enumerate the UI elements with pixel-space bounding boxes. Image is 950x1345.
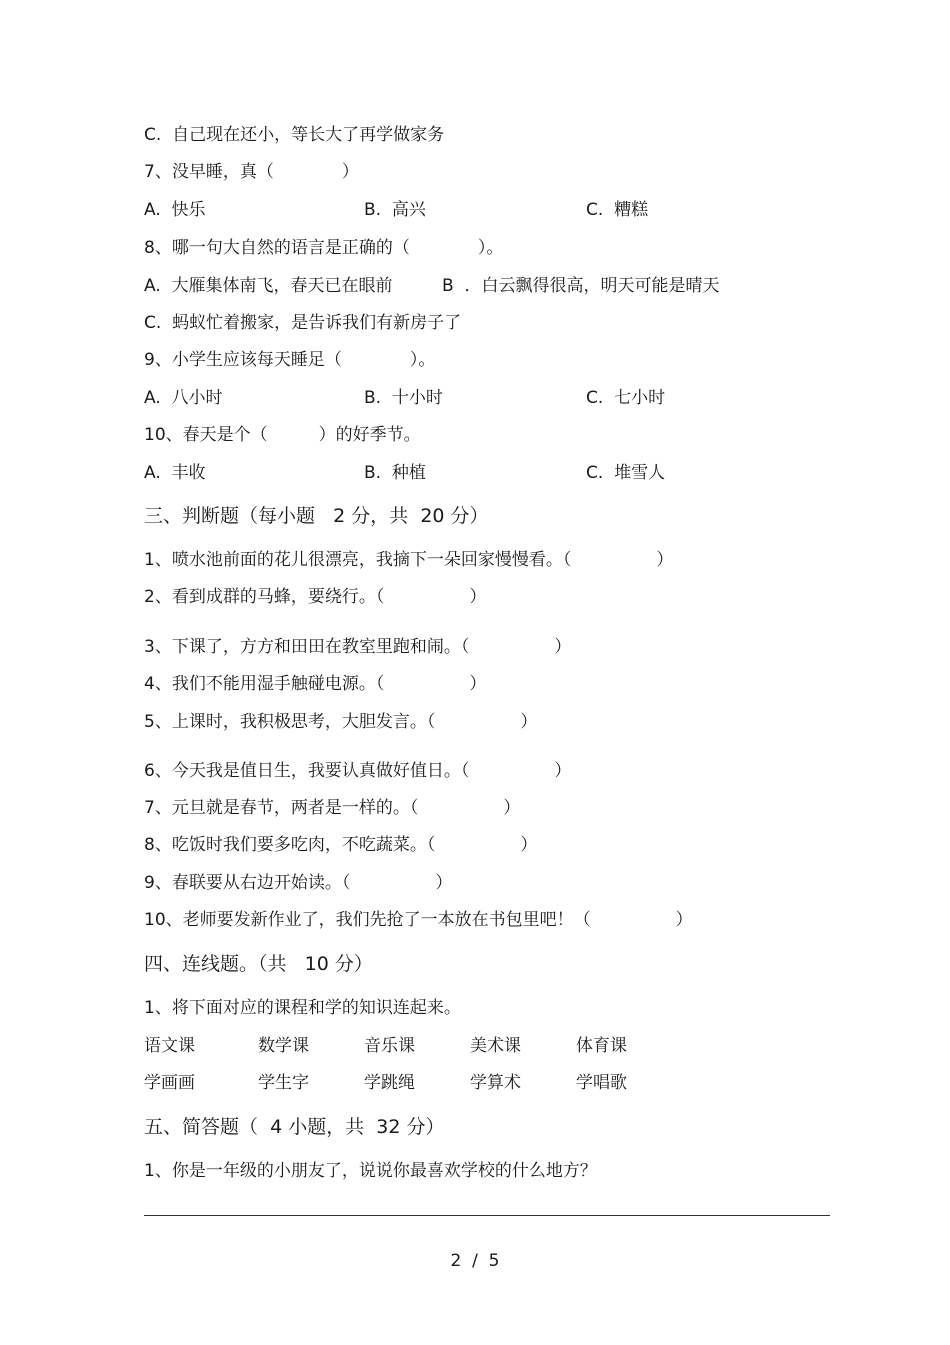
section4-title: 四、连线题。（共 10 分） (144, 953, 373, 975)
judge-item: 1、喷水池前面的花儿很漂亮，我摘下一朵回家慢慢看。（ ） (144, 550, 674, 570)
answer-line (144, 1215, 830, 1216)
q8-option-c: C. 蚂蚁忙着搬家，是告诉我们有新房子了 (144, 313, 462, 333)
q10-stem: 10、春天是个（ ）的好季节。 (144, 425, 421, 445)
q10-option-a: A. 丰收 (144, 463, 206, 483)
q10-options (144, 462, 844, 484)
q10-option-c: C. 堆雪人 (586, 463, 666, 483)
judge-item: 7、元旦就是春节，两者是一样的。（ ） (144, 798, 521, 818)
section5-title: 五、简答题（ 4 小题，共 32 分） (144, 1116, 445, 1138)
q7-stem: 7、没早睡，真（ ） (144, 162, 359, 182)
judge-item: 2、看到成群的马蜂，要绕行。（ ） (144, 587, 487, 607)
q10-option-b: B. 种植 (364, 463, 426, 483)
course-item: 美术课 (470, 1036, 521, 1056)
q7-option-a: A. 快乐 (144, 200, 206, 220)
skill-item: 学画画 (144, 1073, 195, 1093)
q9-option-c: C. 七小时 (586, 388, 666, 408)
matching-prompt: 1、将下面对应的课程和学的知识连起来。 (144, 998, 461, 1018)
q9-option-a: A. 八小时 (144, 388, 223, 408)
judge-item: 6、今天我是值日生，我要认真做好值日。（ ） (144, 761, 572, 781)
course-item: 体育课 (576, 1036, 627, 1056)
q8-option-b: B ．白云飘得很高，明天可能是晴天 (442, 276, 720, 296)
skill-row (144, 1072, 844, 1094)
q7-options (144, 199, 844, 221)
course-item: 音乐课 (364, 1036, 415, 1056)
q8-options-ab (144, 275, 844, 297)
page-number: 2 / 5 (450, 1251, 500, 1271)
skill-item: 学唱歌 (576, 1073, 627, 1093)
judge-item: 10、老师要发新作业了，我们先抢了一本放在书包里吧！（ ） (144, 910, 693, 930)
course-item: 语文课 (144, 1036, 195, 1056)
short-answer-question: 1、你是一年级的小朋友了，说说你最喜欢学校的什么地方？ (144, 1161, 597, 1181)
q6-option-c: C. 自己现在还小，等长大了再学做家务 (144, 125, 445, 145)
q8-stem: 8、哪一句大自然的语言是正确的（ ）。 (144, 238, 504, 258)
judge-item: 5、上课时，我积极思考，大胆发言。（ ） (144, 712, 538, 732)
q9-stem: 9、小学生应该每天睡足（ ）。 (144, 350, 436, 370)
course-row (144, 1035, 844, 1057)
judge-item: 8、吃饭时我们要多吃肉，不吃蔬菜。（ ） (144, 835, 538, 855)
q9-option-b: B. 十小时 (364, 388, 443, 408)
skill-item: 学跳绳 (364, 1073, 415, 1093)
skill-item: 学算术 (470, 1073, 521, 1093)
skill-item: 学生字 (258, 1073, 309, 1093)
q7-option-b: B. 高兴 (364, 200, 426, 220)
judge-item: 4、我们不能用湿手触碰电源。（ ） (144, 674, 487, 694)
judge-item: 9、春联要从右边开始读。（ ） (144, 873, 453, 893)
q8-option-a: A. 大雁集体南飞，春天已在眼前 (144, 276, 393, 296)
judge-item: 3、下课了，方方和田田在教室里跑和闹。（ ） (144, 637, 572, 657)
course-item: 数学课 (258, 1036, 309, 1056)
section3-title: 三、判断题（每小题 2 分，共 20 分） (144, 505, 489, 527)
q7-option-c: C. 糟糕 (586, 200, 649, 220)
q9-options (144, 387, 844, 409)
